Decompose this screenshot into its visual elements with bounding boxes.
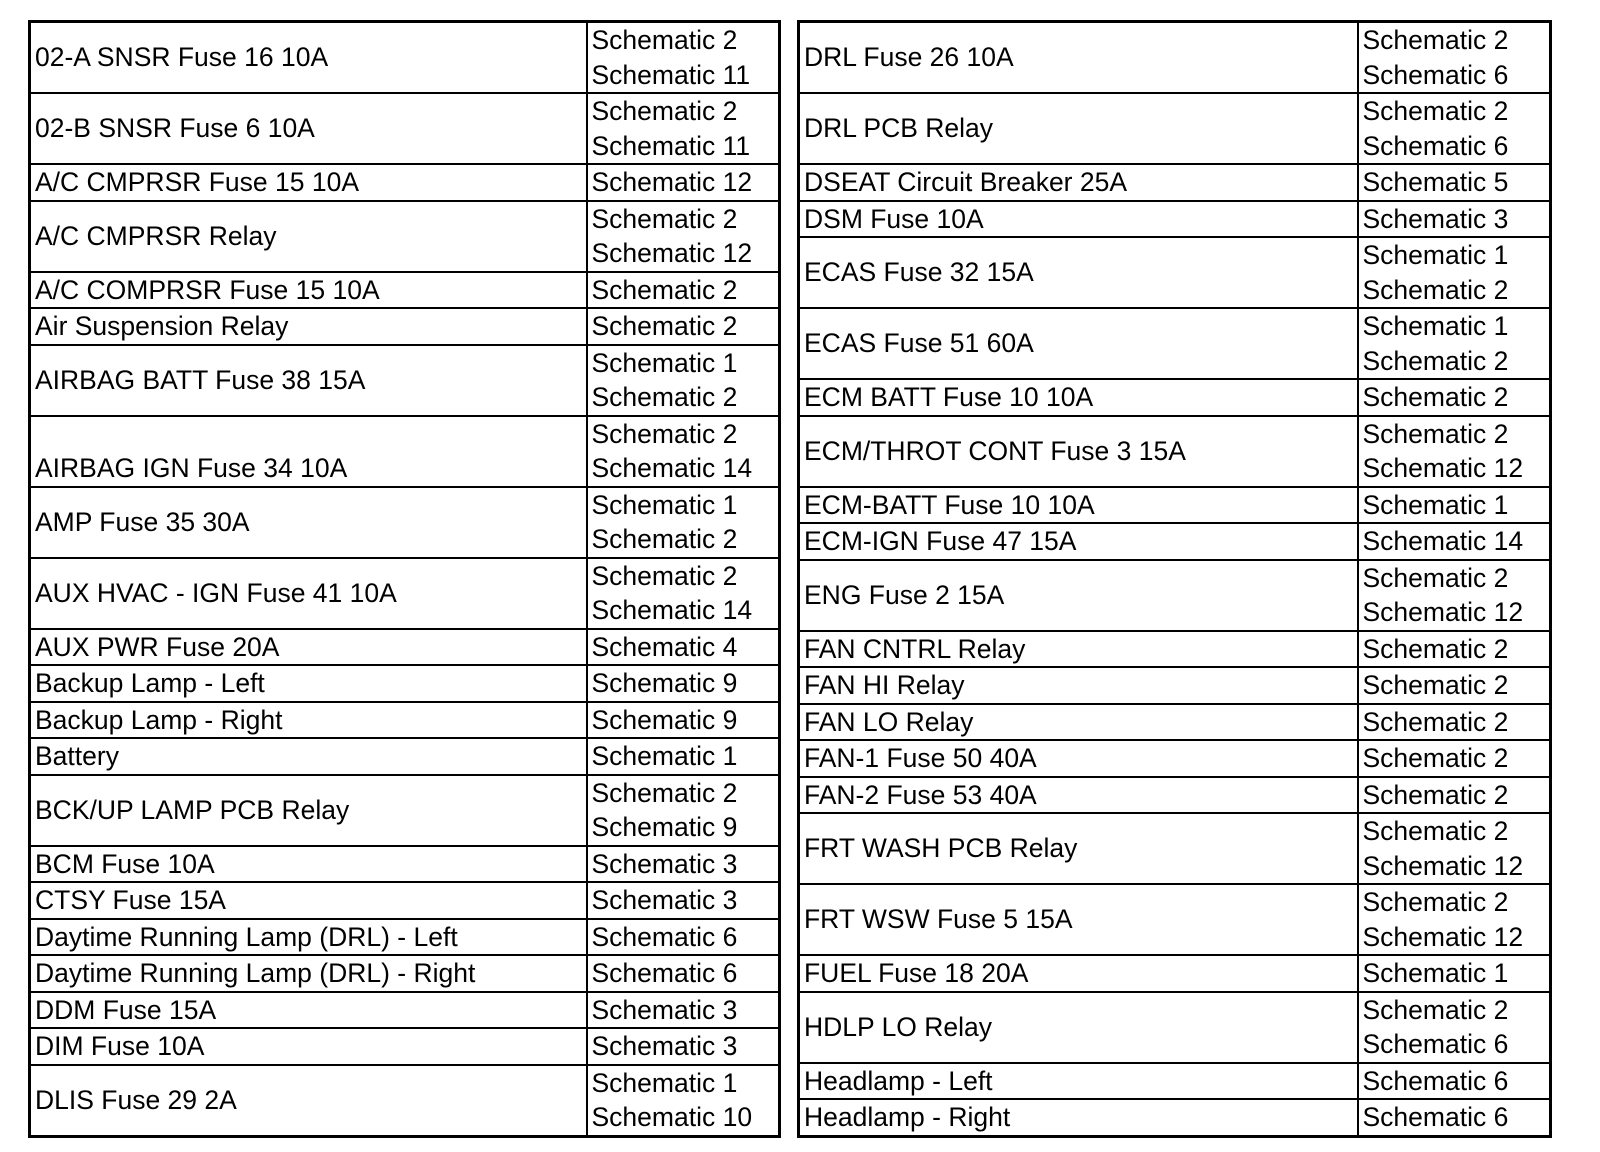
schematic-ref: Schematic 9 [591,812,738,842]
schematic-refs [1358,379,1551,416]
schematic-ref: Schematic 12 [1362,597,1524,627]
schematic-ref: Schematic 3 [591,848,738,879]
schematic-refs [587,1065,780,1137]
schematic-ref: Schematic 3 [1362,203,1509,234]
schematic-ref: Schematic 4 [591,631,738,662]
component-name: 02-A SNSR Fuse 16 10A [30,22,587,94]
schematic-ref: Schematic 2 [591,96,738,126]
schematic-ref: Schematic 2 [591,274,738,305]
table-row [30,665,780,702]
table-row [30,416,780,487]
schematic-ref: Schematic 1 [591,1067,738,1098]
table-row [30,345,780,416]
component-name: ECAS Fuse 32 15A [799,237,1358,308]
schematic-ref: Schematic 6 [1362,59,1509,90]
component-name: Headlamp - Right [799,1099,1358,1136]
schematic-ref: Schematic 14 [1362,526,1524,556]
schematic-ref: Schematic 2 [591,418,738,449]
component-name: Daytime Running Lamp (DRL) - Left [30,919,587,956]
component-name: DSM Fuse 10A [799,201,1358,238]
component-name: Air Suspension Relay [30,308,587,345]
table-row [30,775,780,846]
table-row [30,201,780,272]
table-row [30,919,780,956]
component-name: DSEAT Circuit Breaker 25A [799,164,1358,201]
schematic-refs [587,345,780,416]
schematic-refs [587,665,780,702]
schematic-refs [587,702,780,739]
schematic-refs [587,164,780,201]
table-row [799,164,1551,201]
table-row [799,416,1551,487]
component-name: FAN HI Relay [799,667,1358,704]
table-row [30,487,780,558]
schematic-refs [1358,487,1551,524]
table-row [799,523,1551,560]
table-row [799,93,1551,164]
schematic-refs [1358,560,1551,631]
schematic-ref: Schematic 6 [591,921,738,952]
schematic-ref: Schematic 5 [1362,167,1509,197]
schematic-refs [587,992,780,1029]
schematic-ref: Schematic 1 [591,347,738,378]
component-name: ECM-BATT Fuse 10 10A [799,487,1358,524]
schematic-ref: Schematic 1 [591,489,738,520]
component-name: BCK/UP LAMP PCB Relay [30,775,587,846]
table-row [799,884,1551,955]
component-name: CTSY Fuse 15A [30,882,587,919]
table-row [30,22,780,94]
schematic-refs [1358,631,1551,668]
schematic-ref: Schematic 2 [1362,25,1509,55]
schematic-ref: Schematic 11 [591,130,751,161]
schematic-refs [587,201,780,272]
table-row [30,558,780,629]
schematic-ref: Schematic 12 [1362,921,1524,952]
schematic-refs [1358,201,1551,238]
component-name: AUX PWR Fuse 20A [30,629,587,666]
component-name: ENG Fuse 2 15A [799,560,1358,631]
schematic-ref: Schematic 6 [591,958,738,988]
schematic-ref: Schematic 10 [591,1102,753,1132]
schematic-ref: Schematic 12 [591,167,753,197]
table-row [799,1063,1551,1100]
schematic-refs [1358,93,1551,164]
schematic-refs [1358,22,1551,94]
schematic-ref: Schematic 1 [591,741,738,771]
table-row [799,201,1551,238]
schematic-refs [587,487,780,558]
schematic-ref: Schematic 2 [1362,382,1509,412]
component-name: 02-B SNSR Fuse 6 10A [30,93,587,164]
schematic-refs [587,308,780,345]
schematic-ref: Schematic 3 [591,885,738,915]
schematic-refs [1358,523,1551,560]
schematic-ref: Schematic 1 [1362,311,1509,341]
schematic-ref: Schematic 2 [1362,345,1509,376]
right-fuse-table [797,20,1552,1138]
component-name: A/C CMPRSR Fuse 15 10A [30,164,587,201]
schematic-ref: Schematic 2 [1362,706,1509,737]
schematic-refs [1358,308,1551,379]
component-name: AUX HVAC - IGN Fuse 41 10A [30,558,587,629]
component-name: A/C CMPRSR Relay [30,201,587,272]
table-row [799,237,1551,308]
schematic-ref: Schematic 2 [1362,96,1509,126]
schematic-refs [1358,164,1551,201]
table-row [30,629,780,666]
schematic-ref: Schematic 2 [591,382,738,412]
schematic-refs [587,22,780,94]
component-name: DDM Fuse 15A [30,992,587,1029]
table-row [30,738,780,775]
schematic-ref: Schematic 2 [591,203,738,234]
schematic-ref: Schematic 2 [591,560,738,591]
schematic-ref: Schematic 2 [1362,274,1509,305]
component-name: Headlamp - Left [799,1063,1358,1100]
component-name: Daytime Running Lamp (DRL) - Right [30,955,587,992]
schematic-refs [587,93,780,164]
schematic-ref: Schematic 9 [591,668,738,698]
component-name: DLIS Fuse 29 2A [30,1065,587,1137]
schematic-ref: Schematic 14 [591,453,753,483]
schematic-refs [1358,1099,1551,1136]
schematic-refs [587,272,780,309]
component-name: FAN-2 Fuse 53 40A [799,777,1358,814]
component-name: FRT WASH PCB Relay [799,813,1358,884]
schematic-refs [587,955,780,992]
schematic-ref: Schematic 14 [591,595,753,625]
schematic-ref: Schematic 2 [1362,562,1509,593]
component-name: BCM Fuse 10A [30,846,587,883]
component-name: DRL Fuse 26 10A [799,22,1358,94]
table-row [30,164,780,201]
schematic-ref: Schematic 2 [1362,418,1509,449]
schematic-refs [587,775,780,846]
schematic-ref: Schematic 2 [591,777,738,808]
component-name: ECM/THROT CONT Fuse 3 15A [799,416,1358,487]
table-row [799,667,1551,704]
schematic-ref: Schematic 12 [1362,453,1524,483]
schematic-refs [1358,777,1551,814]
schematic-ref: Schematic 2 [1362,816,1509,846]
schematic-ref: Schematic 3 [591,1031,738,1061]
component-name: Battery [30,738,587,775]
component-name: AMP Fuse 35 30A [30,487,587,558]
table-row [30,1065,780,1137]
schematic-ref: Schematic 2 [1362,887,1509,917]
schematic-ref: Schematic 11 [591,59,751,90]
schematic-refs [587,738,780,775]
left-fuse-table [28,20,781,1138]
table-row [799,560,1551,631]
schematic-refs [1358,813,1551,884]
table-row [30,272,780,309]
schematic-refs [587,919,780,956]
schematic-refs [1358,416,1551,487]
schematic-ref: Schematic 6 [1362,1102,1509,1132]
schematic-refs [1358,955,1551,992]
schematic-ref: Schematic 6 [1362,130,1509,161]
schematic-ref: Schematic 12 [591,238,753,268]
component-name: FRT WSW Fuse 5 15A [799,884,1358,955]
schematic-ref: Schematic 6 [1362,1065,1509,1096]
schematic-ref: Schematic 1 [1362,240,1509,270]
component-name: FAN LO Relay [799,704,1358,741]
table-row [30,702,780,739]
schematic-refs [587,629,780,666]
schematic-refs [587,846,780,883]
schematic-ref: Schematic 2 [591,524,738,554]
table-row [30,1028,780,1065]
schematic-refs [1358,667,1551,704]
schematic-ref: Schematic 2 [1362,994,1509,1025]
component-name: FUEL Fuse 18 20A [799,955,1358,992]
table-row [799,379,1551,416]
component-name: HDLP LO Relay [799,992,1358,1063]
schematic-refs [1358,884,1551,955]
table-row [799,1099,1551,1136]
schematic-ref: Schematic 9 [591,704,738,735]
table-row [799,22,1551,94]
component-name: Backup Lamp - Left [30,665,587,702]
component-name: DIM Fuse 10A [30,1028,587,1065]
table-row [799,487,1551,524]
schematic-ref: Schematic 2 [1362,779,1509,810]
component-name: ECM BATT Fuse 10 10A [799,379,1358,416]
schematic-refs [587,558,780,629]
table-row [30,846,780,883]
table-row [799,813,1551,884]
schematic-refs [587,882,780,919]
table-row [799,704,1551,741]
schematic-refs [587,416,780,487]
schematic-ref: Schematic 3 [591,994,738,1025]
component-name: AIRBAG IGN Fuse 34 10A [30,416,587,487]
component-name: AIRBAG BATT Fuse 38 15A [30,345,587,416]
schematic-ref: Schematic 6 [1362,1029,1509,1059]
schematic-refs [1358,704,1551,741]
table-row [30,992,780,1029]
schematic-refs [587,1028,780,1065]
schematic-ref: Schematic 2 [1362,743,1509,773]
schematic-ref: Schematic 1 [1362,958,1509,988]
schematic-refs [1358,992,1551,1063]
table-row [799,308,1551,379]
schematic-ref: Schematic 2 [591,25,738,55]
table-row [30,955,780,992]
table-row [30,308,780,345]
component-name: DRL PCB Relay [799,93,1358,164]
schematic-ref: Schematic 12 [1362,850,1524,881]
component-name: Backup Lamp - Right [30,702,587,739]
table-row [799,992,1551,1063]
schematic-refs [1358,237,1551,308]
schematic-ref: Schematic 2 [1362,670,1509,700]
table-row [799,955,1551,992]
schematic-refs [1358,1063,1551,1100]
component-name: A/C COMPRSR Fuse 15 10A [30,272,587,309]
table-row [30,93,780,164]
table-row [799,631,1551,668]
component-name: ECAS Fuse 51 60A [799,308,1358,379]
component-name: ECM-IGN Fuse 47 15A [799,523,1358,560]
table-row [30,882,780,919]
table-row [799,740,1551,777]
table-row [799,777,1551,814]
schematic-refs [1358,740,1551,777]
component-name: FAN-1 Fuse 50 40A [799,740,1358,777]
component-name: FAN CNTRL Relay [799,631,1358,668]
schematic-ref: Schematic 2 [1362,633,1509,664]
schematic-ref: Schematic 1 [1362,489,1509,520]
schematic-ref: Schematic 2 [591,311,738,341]
